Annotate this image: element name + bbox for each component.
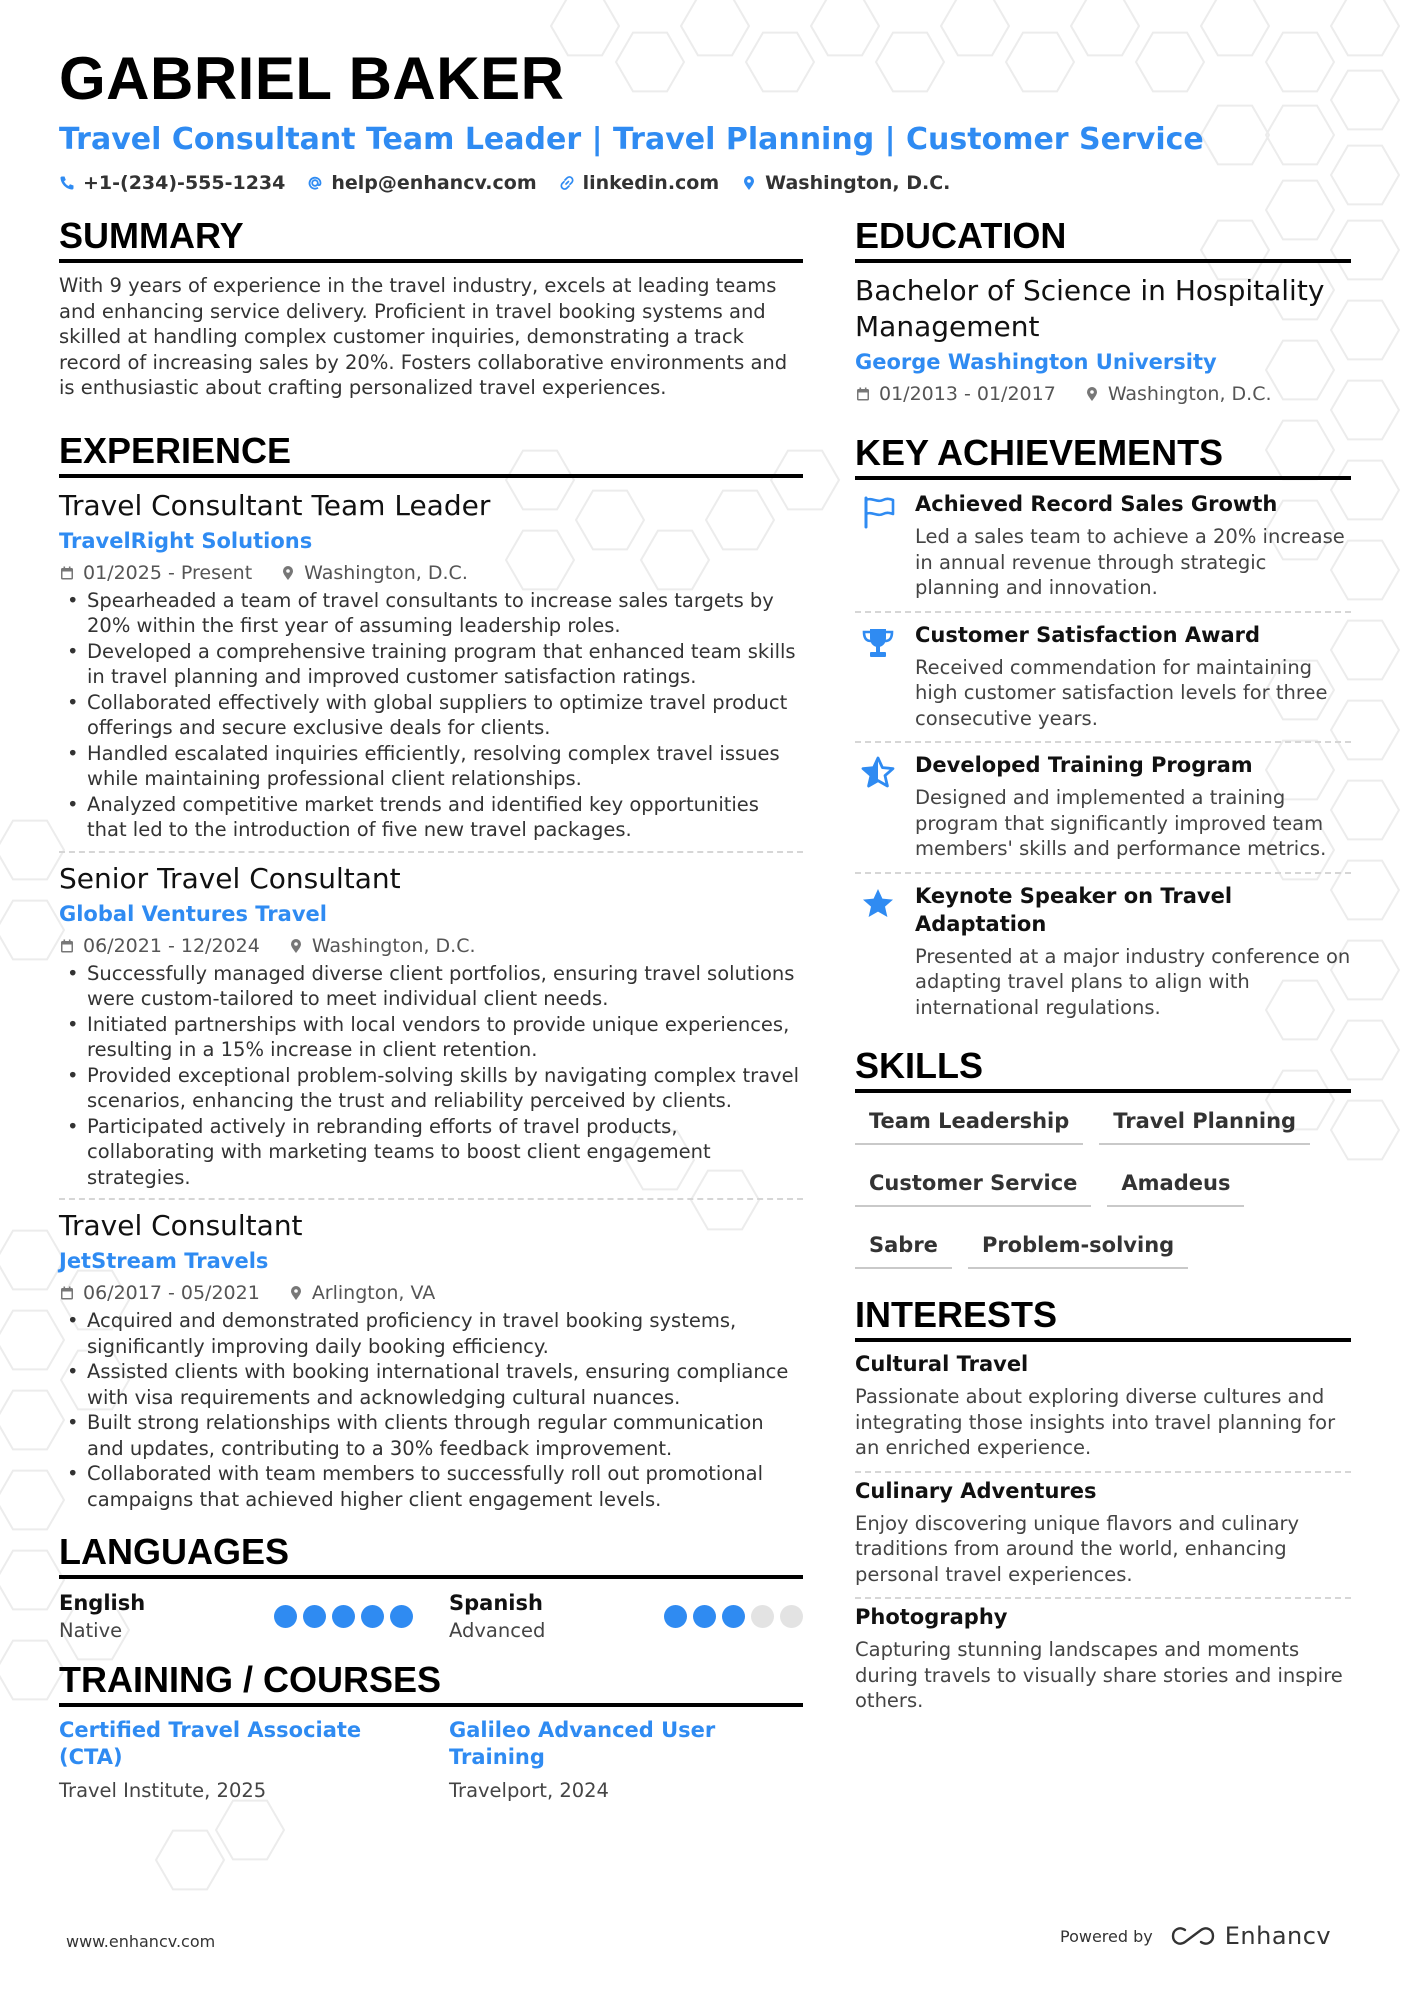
location-pin-icon (280, 565, 296, 581)
course-item (449, 1717, 803, 1805)
headline: Travel Consultant Team Leader | Travel Planning | Customer Service (59, 122, 1204, 157)
skills-heading: SKILLS (855, 1046, 1351, 1093)
training-section (59, 1660, 803, 1805)
bullet-item: • Built strong relationships with clients through regular communication and updates, contributing to a 30% feedback improvement. (59, 1410, 803, 1461)
bullet-item: • Initiated partnerships with local vendors to provide unique experiences, resulting in a 15% increase in client retention. (59, 1012, 803, 1063)
experience-heading: EXPERIENCE (59, 431, 803, 478)
calendar-icon (59, 938, 75, 954)
proficiency-dot (693, 1605, 716, 1628)
contact-bar (59, 170, 1349, 196)
job-title: Senior Travel Consultant (59, 861, 401, 895)
achievement-desc: Designed and implemented a training program that significantly improved team members' skills and performance metrics. (915, 786, 1327, 860)
interests-section (855, 1295, 1351, 1724)
achievement-list (855, 482, 1351, 1030)
bullet-item: • Assisted clients with booking international travels, ensuring compliance with visa requirements and acknowledging cultural nuances. (59, 1359, 803, 1410)
phone-text: +1-(234)-555-1234 (83, 172, 286, 194)
interest-item (855, 1473, 1351, 1600)
job-location (288, 1280, 435, 1306)
email-text: help@enhancv.com (331, 172, 537, 194)
achievement-body (915, 751, 1351, 862)
achievement-desc: Presented at a major industry conference on adapting travel plans to align with international regulations. (915, 944, 1351, 1019)
language-name: Spanish (449, 1591, 543, 1615)
achievement-body (915, 882, 1351, 1021)
bullet-item: • Provided exceptional problem-solving skills by navigating complex travel scenarios, enhancing the trust and reliability perceived by clients. (59, 1063, 803, 1114)
course-provider: Travelport, 2024 (449, 1779, 609, 1802)
education-section (855, 216, 1351, 407)
company-name: TravelRight Solutions (59, 528, 313, 553)
education-meta (855, 381, 1351, 407)
skills-section (855, 1046, 1351, 1269)
interest-title: Culinary Adventures (855, 1478, 1097, 1503)
interest-item (855, 1599, 1351, 1724)
job-dates-text: 01/2025 - Present (83, 561, 253, 584)
company-name: JetStream Travels (59, 1249, 269, 1273)
course-title: Galileo Advanced User Training (449, 1718, 716, 1769)
proficiency-dot (390, 1605, 413, 1628)
course-list (59, 1717, 803, 1805)
location-text: Washington, D.C. (765, 172, 951, 194)
achievement-body (915, 621, 1351, 732)
summary-section (59, 216, 803, 401)
achievement-title: Customer Satisfaction Award (915, 622, 1261, 647)
calendar-icon (855, 386, 871, 402)
job-location-text: Arlington, VA (311, 1282, 436, 1304)
contact-phone[interactable] (59, 170, 285, 196)
experience-section (59, 431, 803, 1521)
achievement-item (855, 613, 1351, 744)
job-location-text: Washington, D.C. (304, 561, 468, 584)
flag-icon (855, 490, 901, 601)
brand-logo[interactable] (1171, 1922, 1331, 1950)
skill-tag: Problem-solving (968, 1227, 1188, 1269)
link-icon (559, 175, 575, 191)
course-item (59, 1717, 413, 1805)
job-dates (59, 560, 252, 586)
footer-branding (1060, 1922, 1331, 1950)
skill-tag: Amadeus (1107, 1165, 1244, 1207)
course-provider: Travel Institute, 2025 (59, 1779, 267, 1802)
calendar-icon (59, 1285, 75, 1301)
bullet-item: • Developed a comprehensive training program that enhanced team skills in travel planning and improved customer satisfaction ratings. (59, 639, 803, 690)
interest-desc: Passionate about exploring diverse cultures and integrating those insights into travel planning for an enriched experience. (855, 1385, 1336, 1459)
enhancv-logo-icon (1171, 1924, 1215, 1948)
proficiency-dot (780, 1605, 803, 1628)
linkedin-text: linkedin.com (582, 172, 720, 194)
brand-name: Enhancv (1224, 1922, 1332, 1950)
bullet-item: • Collaborated with team members to successfully roll out promotional campaigns that achieved higher client engagement levels. (59, 1461, 803, 1512)
resume-header (59, 44, 1349, 196)
achievement-item (855, 482, 1351, 613)
job-location-text: Washington, D.C. (311, 934, 476, 957)
language-name: English (59, 1591, 146, 1615)
proficiency-dot (751, 1605, 774, 1628)
star-icon (855, 882, 901, 1021)
interest-desc: Capturing stunning landscapes and moments during travels to visually share stories and inspire others. (855, 1638, 1343, 1712)
language-text (59, 1589, 145, 1644)
proficiency-dot (361, 1605, 384, 1628)
location-pin-icon (288, 938, 304, 954)
job-entry (59, 488, 803, 853)
phone-icon (59, 175, 75, 191)
proficiency-dots (274, 1605, 413, 1628)
skill-list (855, 1103, 1351, 1269)
achievement-item (855, 743, 1351, 874)
achievement-title: Developed Training Program (915, 753, 1253, 777)
achievement-item (855, 874, 1351, 1031)
interest-desc: Enjoy discovering unique flavors and culinary traditions from around the world, enhancing personal travel experiences. (855, 1511, 1300, 1586)
company-name: Global Ventures Travel (59, 901, 327, 926)
job-meta (59, 560, 803, 586)
education-dates-text: 01/2013 - 01/2017 (879, 383, 1056, 405)
left-column (59, 216, 803, 1805)
course-title: Certified Travel Associate (CTA) (59, 1718, 362, 1769)
proficiency-dots (664, 1605, 803, 1628)
job-title: Travel Consultant Team Leader (59, 488, 491, 522)
achievements-section (855, 433, 1351, 1030)
star-outline-icon (855, 751, 901, 862)
job-entry (59, 1208, 803, 1520)
bullet-item: • Collaborated effectively with global suppliers to optimize travel product offerings and secure exclusive deals for clients. (59, 690, 803, 741)
at-icon (307, 175, 323, 191)
job-entry (59, 861, 803, 1201)
achievement-title: Keynote Speaker on Travel Adaptation (915, 883, 1233, 936)
interest-title: Cultural Travel (855, 1352, 1029, 1376)
achievement-title: Achieved Record Sales Growth (915, 492, 1278, 516)
job-bullets (59, 961, 803, 1191)
job-list (59, 488, 803, 1521)
location-pin-icon (741, 175, 757, 191)
bullet-item: • Analyzed competitive market trends and identified key opportunities that led to the introduction of five new travel packages. (59, 792, 803, 843)
job-dates (59, 1280, 260, 1306)
achievement-desc: Led a sales team to achieve a 20% increase in annual revenue through strategic planning and innovation. (915, 525, 1345, 599)
skill-tag: Team Leadership (855, 1103, 1083, 1145)
interests-heading: INTERESTS (855, 1295, 1351, 1342)
candidate-name: GABRIEL BAKER (59, 45, 565, 112)
interest-title: Photography (855, 1605, 1008, 1629)
degree-title: Bachelor of Science in Hospitality Management (855, 274, 1325, 343)
languages-section (59, 1532, 803, 1644)
powered-by-label: Powered by (1060, 1926, 1153, 1946)
proficiency-dot (722, 1605, 745, 1628)
job-dates-text: 06/2017 - 05/2021 (83, 1282, 260, 1304)
job-location (288, 933, 476, 959)
proficiency-dot (274, 1605, 297, 1628)
languages-heading: LANGUAGES (59, 1532, 803, 1579)
location-pin-icon (1084, 386, 1100, 402)
achievement-desc: Received commendation for maintaining high customer satisfaction levels for three consecutive years. (915, 655, 1328, 730)
summary-text: With 9 years of experience in the travel industry, excels at leading teams and enhancing service delivery. Proficient in travel booking systems and skilled at handling complex customer inquiries, demonstrating a track record of increasing sales by 20%. Fosters collaborative environments and is enthusiastic about crafting personalized travel experiences. (59, 274, 788, 399)
language-level: Native (59, 1619, 123, 1642)
skill-tag: Customer Service (855, 1165, 1091, 1207)
job-dates (59, 933, 260, 959)
education-dates (855, 381, 1056, 407)
bullet-item: • Participated actively in rebranding efforts of travel products, collaborating with marketing teams to boost client engagement strategies. (59, 1114, 803, 1191)
skill-tag: Travel Planning (1099, 1103, 1310, 1145)
achievement-body (915, 490, 1351, 601)
bullet-item: • Successfully managed diverse client portfolios, ensuring travel solutions were custom-tailored to meet individual client needs. (59, 961, 803, 1012)
location-pin-icon (288, 1285, 304, 1301)
job-bullets (59, 1308, 803, 1512)
language-list (59, 1589, 803, 1644)
bullet-item: • Spearheaded a team of travel consultants to increase sales targets by 20% within the first year of assuming leadership roles. (59, 588, 803, 639)
achievements-heading: KEY ACHIEVEMENTS (855, 433, 1351, 480)
interest-list (855, 1346, 1351, 1724)
job-dates-text: 06/2021 - 12/2024 (83, 934, 260, 957)
bullet-item: • Acquired and demonstrated proficiency in travel booking systems, significantly improving daily booking efficiency. (59, 1308, 803, 1359)
job-title: Travel Consultant (59, 1209, 303, 1242)
education-location (1084, 381, 1272, 407)
contact-location (741, 170, 950, 196)
right-column (855, 216, 1351, 1724)
footer-website[interactable]: www.enhancv.com (66, 1932, 216, 1951)
proficiency-dot (303, 1605, 326, 1628)
job-bullets (59, 588, 803, 843)
language-text (449, 1589, 545, 1644)
language-level: Advanced (449, 1619, 546, 1642)
bullet-item: • Handled escalated inquiries efficiently, resolving complex travel issues while maintaining professional client relationships. (59, 741, 803, 792)
language-item (59, 1589, 413, 1644)
contact-email[interactable] (307, 170, 536, 196)
education-heading: EDUCATION (855, 216, 1351, 263)
summary-heading: SUMMARY (59, 216, 803, 263)
interest-item (855, 1346, 1351, 1473)
language-item (449, 1589, 803, 1644)
job-location (280, 560, 468, 586)
skill-tag: Sabre (855, 1227, 952, 1269)
school-name: George Washington University (855, 350, 1217, 374)
contact-linkedin[interactable] (559, 170, 720, 196)
education-location-text: Washington, D.C. (1107, 383, 1272, 405)
job-meta (59, 1280, 803, 1306)
proficiency-dot (332, 1605, 355, 1628)
trophy-icon (855, 621, 901, 732)
training-heading: TRAINING / COURSES (59, 1660, 803, 1707)
job-meta (59, 933, 803, 959)
calendar-icon (59, 565, 75, 581)
proficiency-dot (664, 1605, 687, 1628)
